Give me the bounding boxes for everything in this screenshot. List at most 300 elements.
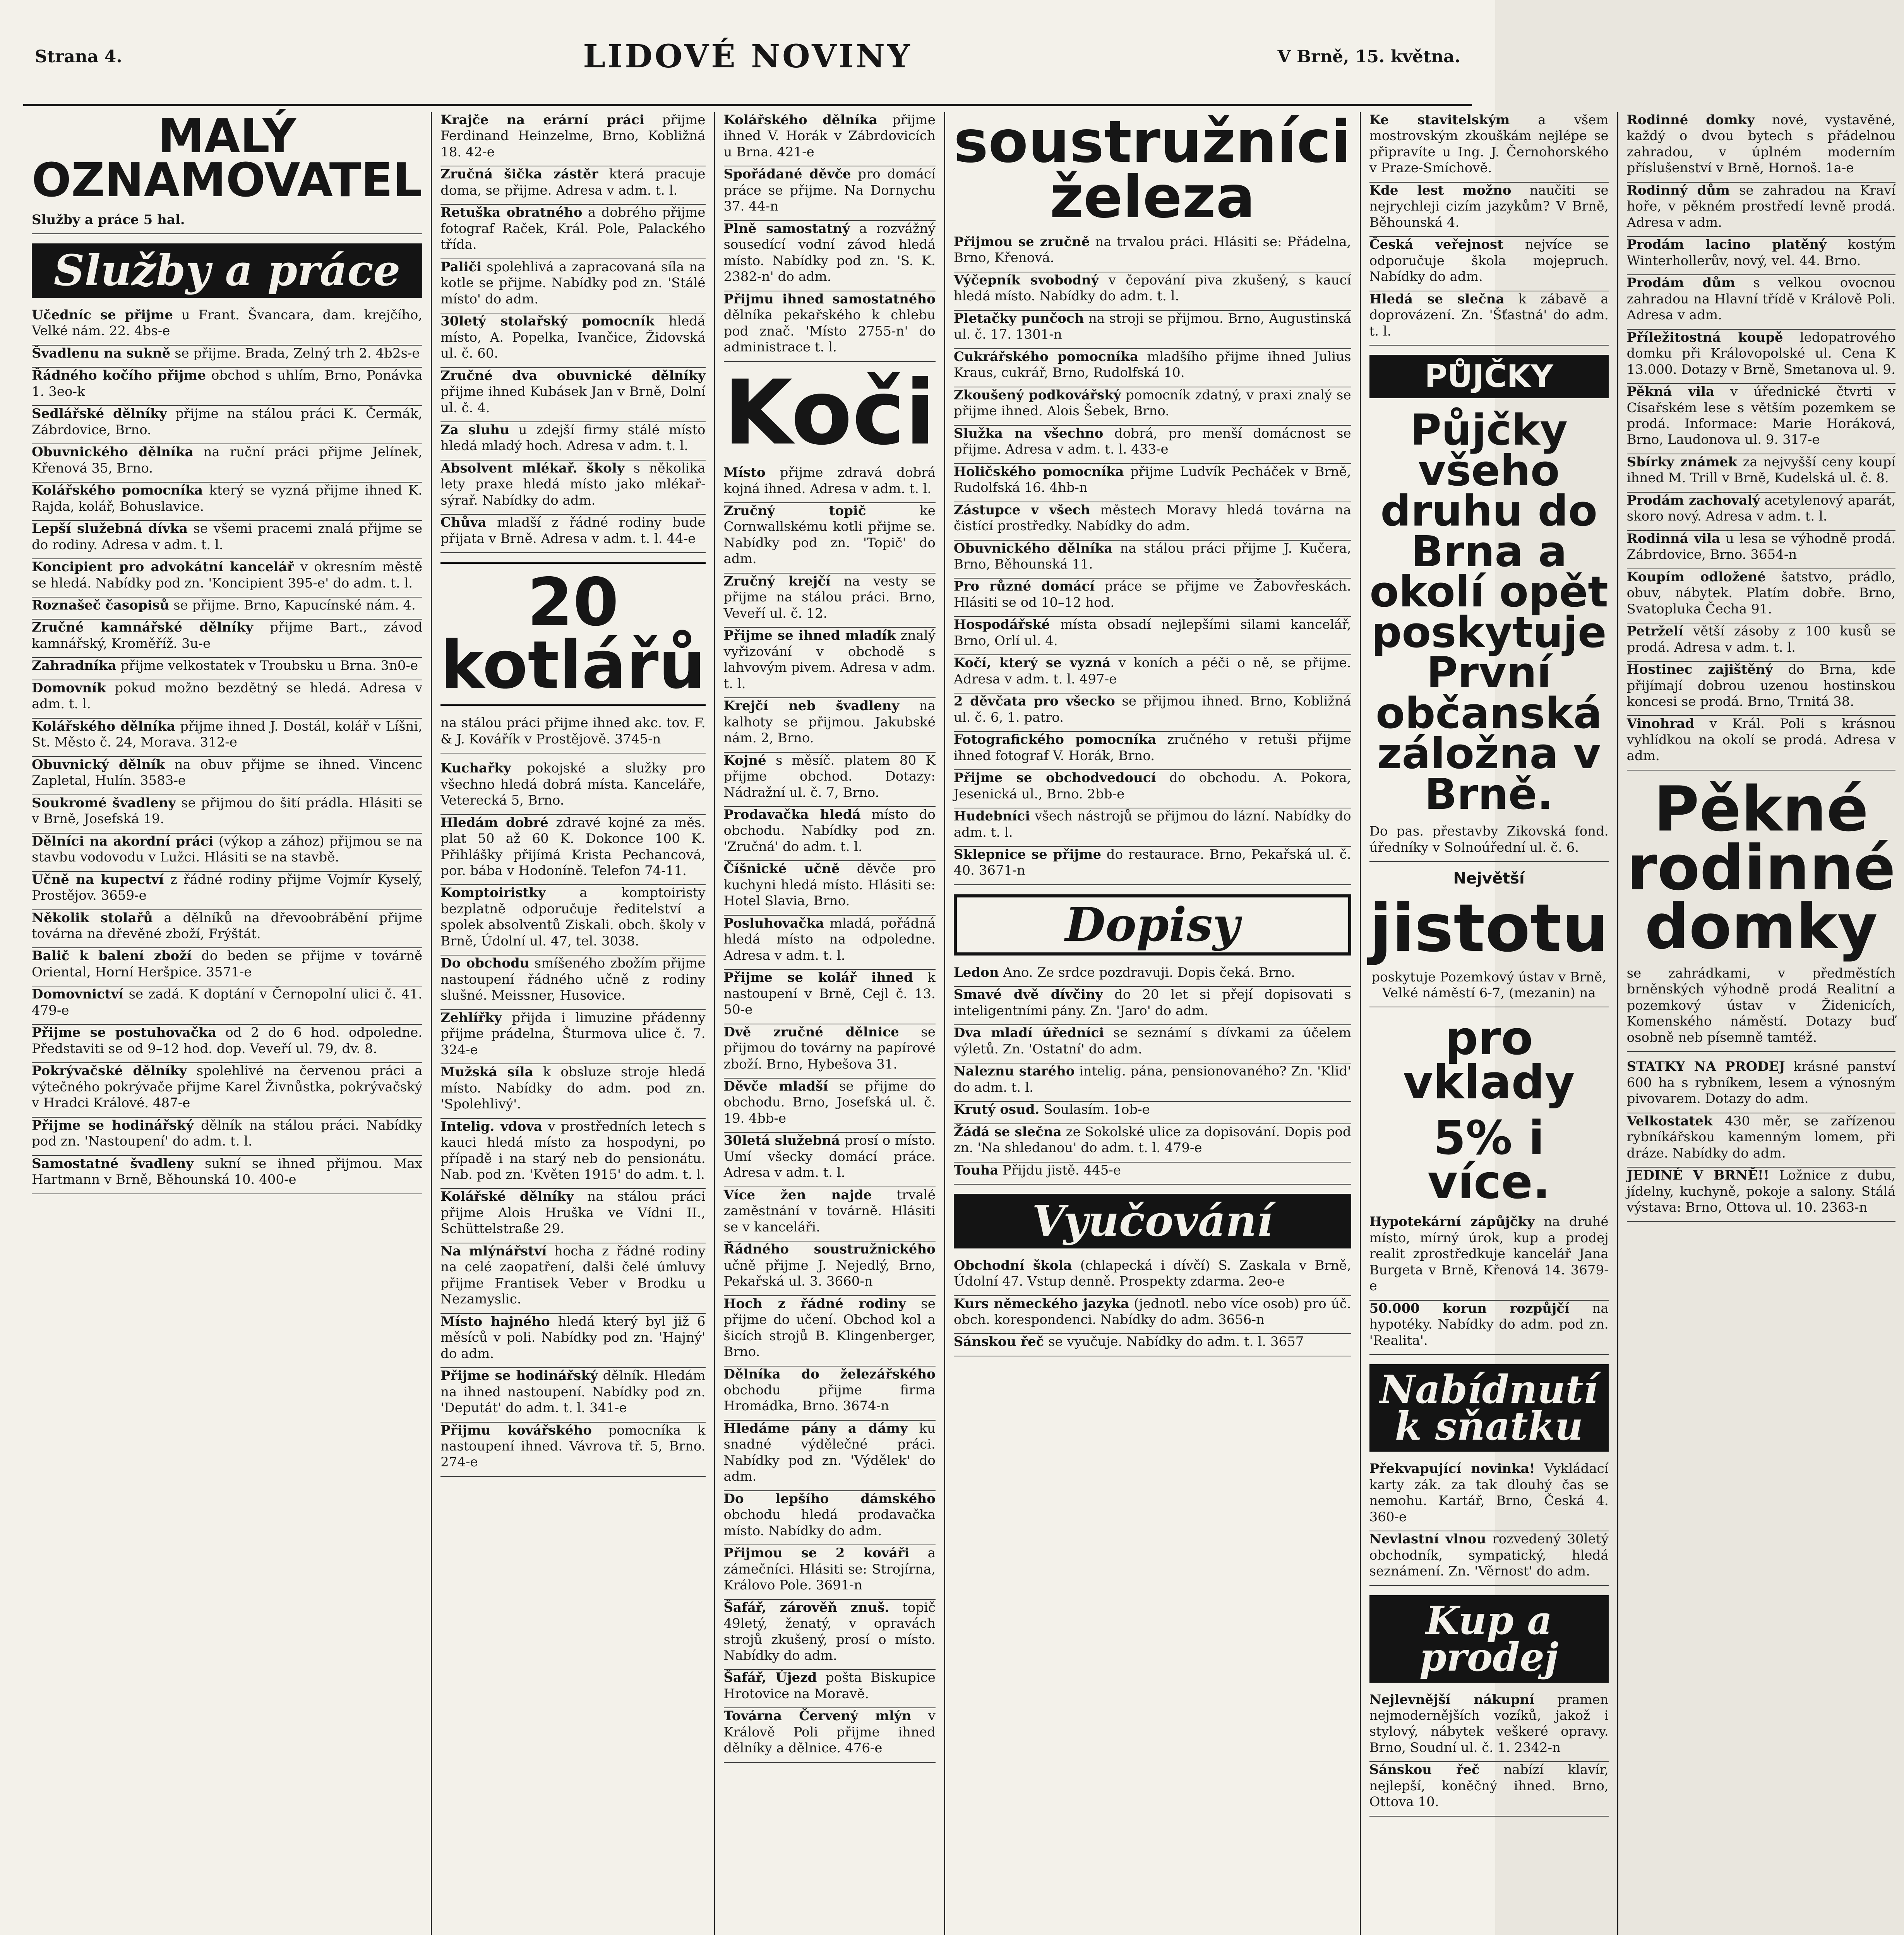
classified-ad (954, 387, 1351, 426)
ad-headline: Pěkná vila (1626, 384, 1715, 400)
ad-text: se zadá. K doptání v Černopolní ulici č. 41. 479-e (32, 986, 423, 1018)
ad-text: a zámečníci. Hlásiti se: Strojírna, Královo Pole. 3691-n (723, 1545, 936, 1593)
ad-headline: Za sluhu (440, 422, 509, 438)
ad-text: ze Sokolské ulice za dopisování. Dopis pod zn. 'Na shledanou' do adm. t. l. 479-e (953, 1124, 1351, 1156)
ad-headline: Učně na kupectví (32, 872, 164, 887)
ad-text: přijda i limuzine přádenny přijme prádelna, Šturmova ulice č. 7. 324-e (440, 1010, 706, 1058)
classified-ad (440, 259, 705, 313)
ad-text: dobrá, pro menší domácnost se přijme. Adresa v adm. t. l. 433-e (953, 425, 1351, 457)
ad-headline: Zručné dva obuvnické dělníky (440, 368, 706, 384)
ad-text: obchod s uhlím, Brno, Ponávka 1. 3eo-k (32, 368, 423, 399)
ad-headline: Pro různé domácí (953, 579, 1095, 594)
ad-text: na obuv přijme se ihned. Vincenc Zapletal, Hulín. 3583-e (32, 757, 423, 789)
masthead (23, 9, 1472, 106)
ad-headline: Hledáme pány a dámy (723, 1420, 908, 1436)
ad-headline: Naleznu starého (953, 1063, 1075, 1079)
ad-headline: Zehlířky (440, 1010, 502, 1026)
ad-text: do obchodu. A. Pokora, Jesenická ul., Brno. 2bb-e (953, 770, 1351, 802)
ad-headline: Dělníka do železářského (723, 1366, 936, 1382)
classified-ad (1369, 1531, 1609, 1586)
ad-headline: Přijme se hodinářský (440, 1368, 598, 1384)
ad-headline: Kolářského dělníka (32, 718, 175, 734)
ad-text: se přijme. Brno, Kapucínské nám. 4. (169, 598, 416, 613)
ad-headline: Sedlářské dělníky (32, 406, 167, 422)
ad-headline: Sklepnice se přijme (953, 847, 1102, 862)
ads-list-mid (954, 965, 1351, 1185)
banner-pujcky-note: Do pas. přestavby Zikovská fond. úředníky v Solnoúřední ul. č. 6. (1369, 824, 1609, 862)
ad-text: který se vyzná přijme ihned K. Rajda, kolář, Bohuslavice. (32, 483, 423, 514)
classified-ad (724, 916, 936, 970)
ad-text: sukní se ihned přijmou. Max Hartmann v Brně, Běhounská 10. 400-e (32, 1156, 423, 1188)
ad-text: přijme velkostatek v Troubsku u Brna. 3n0-e (116, 658, 418, 674)
page-label: Strana 4. (35, 46, 122, 67)
classified-ad (954, 311, 1351, 349)
ad-text: 430 měr, se zařízenou rybníkářskou kamenným lomem, při dráze. Nabídky do adm. (1626, 1113, 1896, 1161)
classified-ad (32, 834, 422, 872)
ad-text: na stálou práci přijme Alois Hruška ve Vídni II., Schüttelstraße 29. (440, 1189, 706, 1237)
ad-headline: Cukrářského pomocníka (953, 349, 1139, 365)
classified-ad (724, 1187, 936, 1241)
ad-headline: Koncipient pro advokátní kancelář (32, 559, 294, 575)
ad-headline: Číšnické učně (723, 861, 840, 877)
classified-ad (32, 680, 422, 719)
classified-ad (724, 1366, 936, 1421)
banner-koci: Koči (723, 361, 936, 465)
ad-text: (chlapecká i dívčí) S. Zaskala v Brně, Údolní 47. Vstup denně. Prospekty zdarma. 2eo-e (953, 1257, 1351, 1289)
ad-headline: Zkoušený podkovářský (953, 387, 1121, 403)
classified-ad (954, 732, 1351, 770)
classified-ad (440, 1119, 705, 1189)
ad-text: obchodu hledá prodavačka místo. Nabídky do adm. (723, 1507, 936, 1539)
banner-20-kotlaru-note: na stálou práci přijme ihned akc. tov. F. & J. Kovářík v Prostějově. 3745-n (440, 715, 705, 753)
price-note: Služby a práce 5 hal. (32, 212, 422, 234)
ad-text: krásné panství 600 ha s rybníkem, lesem a výnosným pivovarem. Dotazy do adm. (1626, 1059, 1896, 1107)
ad-text: spolehlivá a zapracovaná síla na kotle se přijme. Nabídky pod zn. 'Stálé místo' do adm. (440, 259, 706, 307)
ad-headline: Do lepšího dámského (723, 1491, 936, 1507)
ad-text: Ano. Ze srdce pozdravuji. Dopis čeká. Brno. (999, 964, 1295, 980)
classified-ad (724, 970, 936, 1024)
classified-ad (32, 521, 422, 559)
classified-ad (954, 694, 1351, 732)
classified-ad (440, 368, 705, 422)
ad-headline: Holičského pomocníka (953, 464, 1124, 479)
ad-headline: Chůva (440, 515, 487, 531)
ad-text: ledopatrového domku při Královopolské ul. Cena K 13.000. Dotazy v Brně, Smetanova ul. 9. (1626, 329, 1896, 377)
classified-ad (1369, 1762, 1609, 1816)
ad-text: na kalhoty se přijmou. Jakubské nám. 2, Brno. (723, 698, 936, 746)
classified-ad (440, 1243, 705, 1314)
ad-text: do Brna, kde přijímají dobrou uzenou hostinskou koncesi se prodá. Brno, Trnitá 38. (1626, 662, 1896, 709)
ad-headline: STATKY NA PRODEJ (1626, 1059, 1785, 1075)
ad-headline: Žádá se slečna (953, 1124, 1062, 1140)
classified-ad (1369, 291, 1609, 346)
ads-list-bottom (954, 1258, 1351, 1356)
classified-ad (1369, 1461, 1609, 1531)
ad-text: znalý vyřizování v obchodě s lahvovým pivem. Adresa v adm. t. l. (723, 628, 936, 692)
ad-headline: Továrna Červený mlýn (723, 1708, 912, 1724)
classified-ad (724, 1600, 936, 1670)
ad-headline: Lepší služebná dívka (32, 521, 188, 537)
ad-text: u Frant. Švancara, dam. krejčího, Velké nám. 22. 4bs-e (32, 307, 423, 339)
ad-headline: Přijmu ihned samostatného (723, 291, 936, 307)
ad-text: se přijmou ihned. Brno, Kobližná ul. č. 6, 1. patro. (953, 694, 1351, 725)
classified-ad (32, 795, 422, 834)
classified-ad (440, 815, 705, 885)
classified-ad (32, 948, 422, 986)
classified-ad (32, 620, 422, 658)
ad-text: pomocníka k nastoupení ihned. Vávrova tř. 5, Brno. 274-e (440, 1422, 706, 1470)
ad-text: do beden se přijme v továrně Oriental, Horní Heršpice. 3571-e (32, 948, 423, 980)
ad-text: pomocník zdatný, v praxi znalý se přijme ihned. Alois Šebek, Brno. (953, 387, 1351, 419)
classified-ad (440, 956, 705, 1010)
ad-text: pokud možno bezdětný se hledá. Adresa v adm. t. l. (32, 680, 423, 712)
ad-headline: Rodinný dům (1626, 182, 1730, 198)
ad-headline: Samostatné švadleny (32, 1156, 194, 1171)
ad-text: prosí o místo. Umí všecky domácí práce. Adresa v adm. t. l. (723, 1133, 936, 1181)
banner-pekne: Pěkné rodinné domky (1626, 772, 1896, 963)
classified-ad (954, 1334, 1351, 1356)
classified-ad (1627, 237, 1896, 275)
ad-headline: JEDINÉ V BRNĚ!! (1626, 1168, 1769, 1183)
ad-text: přijme Ferdinand Heinzelme, Brno, Kobližná 18. 42-e (440, 112, 706, 160)
banner-vklady-rate: 5% i více. (1427, 1111, 1551, 1210)
classified-ad (1369, 112, 1609, 183)
ad-headline: Více žen najde (723, 1187, 872, 1203)
banner-jistotu-pre: Největší (1453, 870, 1525, 888)
ad-headline: Obuvnického dělníka (953, 540, 1113, 556)
ad-text: spolehlivé na červenou práci a výtečného pokrývače přijme Karel Živnůstka, pokrývačský v Hradci Králové. 487-e (32, 1063, 423, 1111)
classified-ad (32, 872, 422, 910)
ad-text: v okresním městě se hledá. Nabídky pod zn. 'Koncipient 395-e' do adm. t. l. (32, 559, 423, 591)
ad-text: zdravé kojné za měs. plat 50 až 60 K. Dokonce 100 K. Přihlášky přijímá Krista Pechancová, por. bába v Hodoníně. Telefon 74-11. (440, 815, 706, 878)
ad-text: přijme ihned V. Horák v Zábrdovicích u Brna. 421-e (723, 112, 936, 160)
ad-text: pošta Biskupice Hrotovice na Moravě. (723, 1670, 936, 1702)
classified-ad (954, 847, 1351, 885)
banner-pujcky: Půjčky všeho druhu do Brna a okolí opět poskytuje První občanská záložna v Brně. (1369, 405, 1608, 819)
classified-ad (724, 861, 936, 915)
ad-headline: Posluhovačka (723, 915, 824, 931)
ad-headline: Příležitostná koupě (1626, 329, 1783, 345)
ads-list-top (954, 234, 1351, 885)
ad-headline: Krutý osud. (953, 1102, 1040, 1118)
ad-text: na vesty se přijme na stálou práci. Brno, Veveří ul. č. 12. (723, 573, 936, 621)
ad-text: naučiti se nejrychleji cizím jazykům? V Brně, Běhounská 4. (1369, 182, 1609, 230)
ad-text: u lesa se výhodně prodá. Zábrdovice, Brno. 3654-n (1626, 531, 1896, 563)
ad-text: místo do obchodu. Nabídky pod zn. 'Zručná' do adm. t. l. (723, 807, 936, 854)
ad-text: na hypotéky. Nabídky do adm. pod zn. 'Realita'. (1369, 1300, 1609, 1348)
ad-text: do restaurace. Brno, Pekařská ul. č. 40. 3671-n (953, 847, 1351, 878)
ad-text: všech nástrojů se přijmou do lázní. Nabídky do adm. t. l. (953, 808, 1351, 840)
ad-headline: Mužská síla (440, 1064, 533, 1080)
ad-text: na stroji se přijmou. Brno, Augustinská ul. č. 17. 1301-n (953, 310, 1351, 342)
classified-ad (1627, 623, 1896, 662)
classified-ad (32, 1118, 422, 1156)
classified-ad (1627, 716, 1896, 770)
ad-headline: Komptoiristky (440, 885, 546, 901)
ad-text: na stálou práci přijme J. Kučera, Brno, Běhounská 11. (953, 540, 1351, 572)
ad-headline: Domovnictví (32, 986, 124, 1002)
ad-text: nabízí klavír, nejlepší, koněčný ihned. Brno, Ottova 10. (1369, 1762, 1609, 1810)
ad-headline: Přijmou se zručně (953, 234, 1090, 250)
ad-text: práce se přijme ve Žabovřeskách. Hlásiti se od 10–12 hod. (953, 579, 1351, 610)
ad-text: která pracuje doma, se přijme. Adresa v adm. t. l. (440, 166, 706, 198)
ad-text: na trvalou práci. Hlásiti se: Přádelna, Brno, Křenová. (953, 234, 1351, 266)
banner-vyucovani: Vyučování (954, 1194, 1351, 1248)
ad-headline: Koupím odložené (1626, 569, 1766, 585)
ad-headline: Kolářské dělníky (440, 1189, 574, 1205)
classified-ad (440, 885, 705, 956)
ad-text: v Králově Poli přijme ihned dělníky a dělnice. 476-e (723, 1708, 936, 1756)
classified-ad (1627, 569, 1896, 623)
ad-headline: Zručný topič (723, 503, 866, 519)
classified-ad (1369, 1301, 1609, 1355)
ads-list-bottom (1369, 1692, 1609, 1817)
ad-text: děvče pro kuchyni hledá místo. Hlásiti se: Hotel Slavia, Brno. (723, 861, 936, 909)
ad-text: se přijme. Brada, Zelný trh 2. 4b2s-e (170, 345, 420, 361)
classified-ad (32, 1025, 422, 1063)
banner-jistotu: jistotu (1369, 890, 1609, 967)
ad-text: šatstvo, prádlo, obuv, nábytek. Platím dobře. Brno, Svatopluka Čecha 91. (1626, 569, 1896, 617)
ad-headline: Přijmou se 2 kováři (723, 1545, 910, 1561)
ad-headline: Plně samostatný (723, 221, 850, 236)
ad-headline: Hudebníci (953, 808, 1030, 824)
ad-headline: Kuchařky (440, 760, 511, 776)
ad-headline: Místo (723, 465, 766, 481)
classified-ad (724, 1296, 936, 1366)
ad-text: přijme na stálou práci K. Čermák, Zábrdovice, Brno. (32, 406, 423, 438)
classified-ad (1627, 112, 1896, 183)
classified-ad (1627, 1059, 1896, 1113)
ad-headline: Do obchodu (440, 956, 530, 971)
ad-headline: Zástupce v všech (953, 502, 1090, 518)
ad-headline: Touha (953, 1162, 999, 1178)
ad-text: a dělníků na dřevoobrábění přijme továrna na dřevěné zboží, Frýštát. (32, 910, 423, 942)
classified-ad (1627, 275, 1896, 329)
ad-text: větší zásoby z 100 kusů se prodá. Adresa v adm. t. l. (1626, 623, 1896, 655)
ad-text: se všemi pracemi znalá přijme se do rodiny. Adresa v adm. t. l. (32, 521, 423, 553)
ad-headline: Obuvnický dělník (32, 757, 165, 772)
ad-headline: Ledon (953, 964, 999, 980)
ad-headline: Místo hajného (440, 1313, 550, 1329)
ad-headline: Domovník (32, 680, 106, 696)
ad-headline: Několik stolařů (32, 910, 153, 926)
ad-headline: Hledá se slečna (1369, 291, 1505, 307)
ad-headline: Na mlýnářství (440, 1243, 547, 1259)
ad-text: zručného v retuši přijme ihned fotograf V. Horák, Brno. (953, 732, 1351, 764)
classified-ad (724, 1421, 936, 1491)
classified-ad (1627, 454, 1896, 493)
ad-headline: Paliči (440, 259, 482, 275)
ad-text: z řádné rodiny přijme Vojmír Kyselý, Prostějov. 3659-e (32, 872, 423, 904)
ad-headline: Absolvent mlékař. školy (440, 460, 625, 476)
ad-text: na druhé místo, mírný úrok, kup a prodej realit zprostředkuje kancelář Jana Burgeta v Brně, Křenová 14. 3679-e (1369, 1214, 1609, 1294)
banner-20-kotlaru: 20 kotlářů (440, 562, 705, 706)
classified-ad (724, 503, 936, 574)
classified-ad (32, 598, 422, 620)
ad-headline: Vinohrad (1626, 716, 1695, 732)
ad-headline: Kurs německého jazyka (953, 1296, 1129, 1312)
section-sluzby-a-prace: Služby a práce (32, 243, 422, 298)
ad-text: do 20 let si přejí dopisovati s inteligentními pány. Zn. 'Jaro' do adm. (953, 987, 1351, 1019)
ad-text: se přijmou do továrny na papírové zboží. Brno, Hybešova 31. (723, 1024, 936, 1072)
classified-ad (954, 1063, 1351, 1102)
ad-text: trvalé zaměstnání v továrně. Hlásiti se v kanceláři. (723, 1187, 936, 1235)
ad-headline: Učedníc se přijme (32, 307, 173, 323)
classified-ad (32, 368, 422, 406)
ad-text: městech Moravy hledá továrna na čistící prostředky. Nabídky do adm. (953, 502, 1351, 534)
banner-soustruznici-zeleza: soustružníci železa (953, 108, 1351, 231)
ad-headline: Dvě zručné dělnice (723, 1024, 899, 1040)
ad-headline: Kojné (723, 752, 766, 768)
ad-text: se přijmou do šití prádla. Hlásiti se v Brně, Josefská 19. (32, 795, 423, 827)
ad-headline: Sánskou řeč (953, 1334, 1044, 1350)
classified-ad (954, 1258, 1351, 1296)
ad-text: v čepování piva zkušený, s kaucí hledá místo. Nabídky do adm. t. l. (953, 272, 1351, 304)
ad-headline: Děvče mladší (723, 1079, 828, 1094)
classified-ad (32, 757, 422, 795)
ad-headline: Kolářského dělníka (723, 112, 877, 128)
ad-headline: Přijmu kovářského (440, 1422, 592, 1438)
ad-text: se přijme do obchodu. Brno, Josefská ul. č. 19. 4bb-e (723, 1079, 936, 1126)
ad-text: se zahradou na Kraví hoře, v pěkném prostředí levně prodá. Adresa v adm. (1626, 182, 1896, 230)
ad-headline: Rodinné domky (1626, 112, 1755, 128)
column-4 (945, 108, 1361, 1935)
classified-ad (724, 1133, 936, 1187)
banner-nabidnuti: Nabídnutí k sňatku (1369, 1364, 1609, 1452)
ad-text: ku snadné výdělečné práci. Nabídky pod zn. 'Výdělek' do adm. (723, 1420, 936, 1485)
banner-jistotu-text: poskytuje Pozemkový ústav v Brně, Velké náměstí 6-7, (mezanin) na (1369, 969, 1609, 1008)
classified-ad (1627, 384, 1896, 454)
ad-text: s několika lety praxe hledá místo jako mlékař-sýrař. Nabídky do adm. (440, 460, 706, 508)
ads-list-top (724, 112, 936, 362)
ad-headline: Nevlastní vlnou (1369, 1531, 1486, 1547)
classified-ad (440, 112, 705, 166)
classified-ad (954, 426, 1351, 464)
classified-ad (954, 1296, 1351, 1334)
classified-ad (1369, 183, 1609, 237)
ad-text: mladá, pořádná hledá místo na odpoledne. Adresa v adm. t. l. (723, 915, 936, 963)
ad-text: acetylenový aparát, skoro nový. Adresa v adm. t. l. (1626, 492, 1896, 524)
classified-ad (954, 464, 1351, 502)
ad-headline: Prodám dům (1626, 275, 1735, 291)
ad-text: přijme ihned J. Dostál, kolář v Líšni, St. Město č. 24, Morava. 312-e (32, 718, 423, 750)
classified-ad (1627, 1168, 1896, 1222)
ad-headline: Hoch z řádné rodiny (723, 1296, 906, 1312)
ad-text: v Král. Poli s krásnou vyhlídkou na okolí se prodá. Adresa v adm. (1626, 716, 1896, 764)
ad-text: na ruční práci přijme Jelínek, Křenová 35, Brno. (32, 444, 423, 476)
ads-list-mid (1369, 1214, 1609, 1355)
ad-text: obchodu přijme firma Hromádka, Brno. 3674-n (723, 1382, 936, 1414)
classified-ad (32, 559, 422, 598)
ad-headline: Přijme se postuhovačka (32, 1025, 217, 1041)
ad-text: v úřednické čtvrti v Císařském lese s větším pozemkem se prodá. Informace: Marie Horáková, Brno, Laudonova ul. 9. 317-e (1626, 384, 1896, 448)
ad-headline: Hledám dobré (440, 815, 548, 831)
ad-text: k zábavě a doprovázení. Zn. 'Šťastná' do adm. t. l. (1369, 291, 1609, 339)
classified-ad (440, 1368, 705, 1422)
ad-headline: Soukromé švadleny (32, 795, 176, 811)
banner-dopisy: Dopisy (954, 894, 1351, 956)
classified-ad (954, 1102, 1351, 1124)
ad-text: se přijme do učení. Obchod kol a šicích strojů B. Klingenberger, Brno. (723, 1296, 936, 1360)
ad-headline: Řádného soustružnického (723, 1241, 936, 1257)
classified-ad (954, 1025, 1351, 1063)
ad-headline: Dělníci na akordní práci (32, 833, 214, 849)
ad-headline: Přijme se hodinářský (32, 1117, 194, 1133)
paper-name: LIDOVÉ NOVINY (583, 38, 912, 75)
ad-headline: Přijme se obchodvedoucí (953, 770, 1156, 786)
ad-text: od 2 do 6 hod. odpoledne. Představiti se od 9–12 hod. dop. Veveří ul. 79, dv. 8. (32, 1025, 423, 1057)
ads-list-bottom (440, 760, 705, 1477)
classified-ad (954, 617, 1351, 655)
classified-ad (1627, 493, 1896, 531)
classified-ad (440, 461, 705, 515)
ad-text: Vykládací karty zák. za tak dlouhý čas se nemohu. Kartář, Brno, Česká 4. 360-e (1369, 1461, 1609, 1525)
classified-ad (724, 807, 936, 861)
ad-text: hocha z řádné rodiny na celé zaopatření, dalši čelé úmluvy přijme Frantisek Veber v Brodku u Nezamyslic. (440, 1243, 706, 1307)
classified-ad (954, 808, 1351, 847)
ad-text: Soulasím. 1ob-e (1039, 1102, 1150, 1118)
classified-ad (1369, 1692, 1609, 1762)
ad-text: Ložnice z dubu, jídelny, kuchyně, pokoje a salony. Stálá výstava: Brno, Ottova ul. 10. 2363-n (1626, 1168, 1896, 1215)
ad-text: (výkop a zához) přijmou se na stavbu vodovodu v Lužci. Hlásiti se na stavbě. (32, 833, 423, 865)
place-date: V Brně, 15. května. (1277, 46, 1460, 67)
ads-list-bottom (1627, 1059, 1896, 1222)
classified-ad (724, 628, 936, 698)
ad-text: dělník na stálou práci. Nabídky pod zn. 'Nastoupení' do adm. t. l. (32, 1117, 423, 1149)
ad-headline: Retuška obratného (440, 205, 583, 221)
ad-headline: Šafář, zárověň znuš. (723, 1599, 889, 1615)
ad-headline: Pletačky punčoch (953, 310, 1084, 326)
ad-text: hledá místo, A. Popelka, Ivančice, Židovská ul. č. 60. (440, 313, 706, 361)
classified-ad (1369, 237, 1609, 291)
ad-text: mladšího přijme ihned Julius Kraus, cukrář, Brno, Rudolfská 10. (953, 349, 1351, 381)
ad-text: mladší z řádné rodiny bude přijata v Brně. Adresa v adm. t. l. 44-e (440, 515, 706, 546)
ads-list-bottom (724, 465, 936, 1763)
classified-ad (440, 515, 705, 553)
ad-headline: Zručná šička zástěr (440, 166, 598, 182)
ad-text: a dobrého přijme fotograf Raček, Král. Pole, Palackého třída. (440, 205, 706, 253)
ad-text: intelig. pána, pensionovaného? Zn. 'Klid' do adm. t. l. (953, 1063, 1351, 1095)
ad-headline: Švadlenu na sukně (32, 345, 171, 361)
classified-ad (440, 1189, 705, 1243)
classified-ad (724, 1545, 936, 1599)
ads-list (32, 307, 422, 1194)
ad-headline: 50.000 korun rozpůjčí (1369, 1300, 1570, 1316)
classified-ad (954, 541, 1351, 579)
column-3 (715, 112, 945, 1935)
classified-ad (954, 502, 1351, 541)
classified-ad (954, 1124, 1351, 1163)
ad-headline: Přijme se kolář ihned (723, 970, 913, 986)
ad-headline: Hospodářské (953, 617, 1050, 633)
classified-ad (724, 166, 936, 221)
classified-ad (954, 272, 1351, 311)
ad-text: ke Cornwallskému kotli přijme se. Nabídky pod zn. 'Topič' do adm. (723, 503, 936, 567)
ad-headline: Ke stavitelským (1369, 112, 1510, 128)
ad-headline: Hostinec zajištěný (1626, 662, 1773, 678)
classified-ad (724, 1708, 936, 1762)
ads-list-top (440, 112, 705, 553)
ad-text: pro domácí práce se přijme. Na Dornychu 37. 44-n (723, 166, 936, 214)
ad-headline: Překvapující novinka! (1369, 1461, 1535, 1477)
ad-text: v prostředních letech s kauci hledá místo za hospodyni, po případě i na starý neb do pensionátu. Nab. pod zn. 'Květen 1915' do adm. t. l. (440, 1118, 706, 1182)
classified-ad (724, 698, 936, 752)
ad-headline: Obuvnického dělníka (32, 444, 194, 460)
classified-ad (440, 1314, 705, 1368)
classified-ad (440, 1423, 705, 1477)
classified-ad (32, 483, 422, 521)
ad-headline: Zahradníka (32, 658, 117, 674)
